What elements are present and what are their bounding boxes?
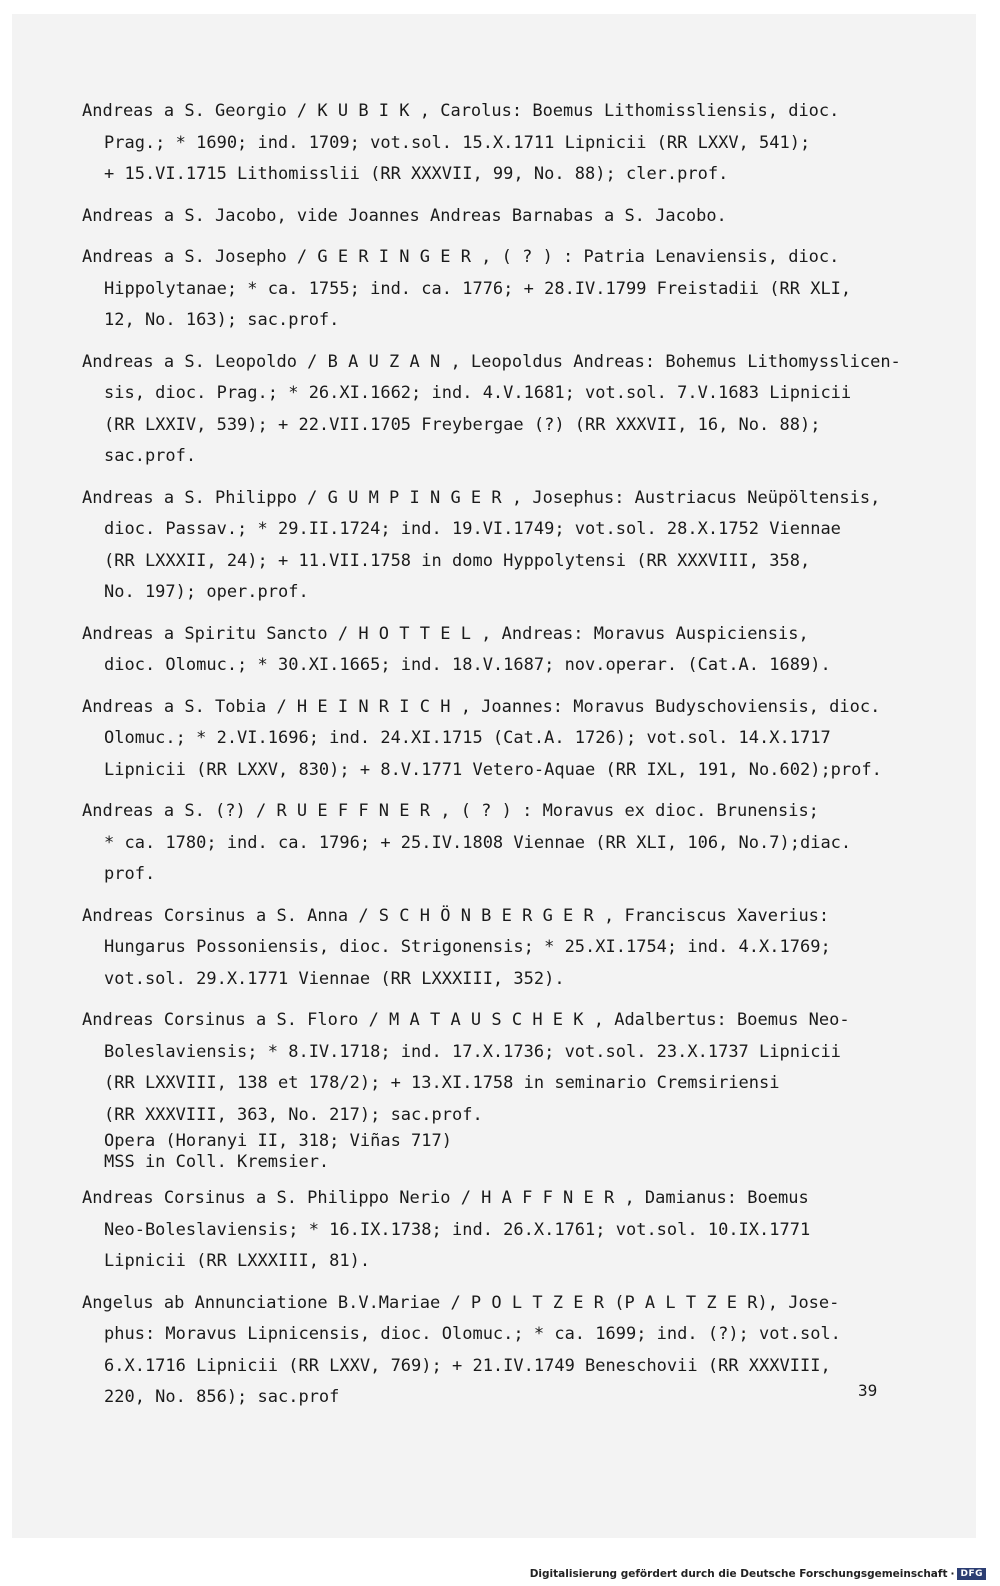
entry-line: dioc. Passav.; * 29.II.1724; ind. 19.VI.1749; vot.sol. 28.X.1752 Viennae [104,519,841,539]
entry-line: Prag.; * 1690; ind. 1709; vot.sol. 15.X.1711 Lipnicii (RR LXXV, 541); [104,132,811,153]
entry-note: Opera (Horanyi II, 318; Viñas 717) [104,1131,452,1151]
entry-line: 12, No. 163); sac.prof. [104,310,340,330]
entry-line: Lipnicii (RR LXXXIII, 81). [104,1251,371,1271]
entry-note: MSS in Coll. Kremsier. [104,1152,330,1172]
entry-line: Andreas Corsinus a S. Floro / M A T A U S C H E K , Adalbertus: Boemus Neo- [82,1010,850,1030]
entry-line: Andreas a S. Jacobo, vide Joannes Andreas Barnabas a S. Jacobo. [82,205,727,226]
entry-line: Hungarus Possoniensis, dioc. Strigonensis; * 25.XI.1754; ind. 4.X.1769; [104,937,831,957]
entry-line: Andreas a S. Philippo / G U M P I N G E R , Josephus: Austriacus Neüpöltensis, [82,487,881,508]
entry-andreas-tobia [82,692,912,787]
entry-line: dioc. Olomuc.; * 30.XI.1665; ind. 18.V.1687; nov.operar. (Cat.A. 1689). [104,655,831,675]
entry-andreas-corsinus-philippo-nerio [82,1183,912,1278]
entry-line: prof. [104,864,156,884]
entry-list [82,96,912,1424]
entry-line: Andreas Corsinus a S. Anna / S C H Ö N B E R G E R , Franciscus Xaverius: [82,905,830,926]
entry-line: 6.X.1716 Lipnicii (RR LXXV, 769); + 21.IV.1749 Beneschovii (RR XXXVIII, [104,1355,831,1376]
entry-line: Boleslaviensis; * 8.IV.1718; ind. 17.X.1736; vot.sol. 23.X.1737 Lipnicii [104,1041,841,1062]
entry-andreas-spiritu-sancto [82,619,912,682]
entry-andreas-georgio [82,96,912,191]
entry-andreas-rueffner [82,796,912,891]
entry-andreas-corsinus-anna [82,901,912,996]
entry-line: Andreas a S. Georgio / K U B I K , Carolus: Boemus Lithomissliensis, dioc. [82,101,840,121]
entry-andreas-jacobo [82,201,912,233]
entry-andreas-leopoldo [82,347,912,473]
footer-text: Digitalisierung gefördert durch die Deutsche Forschungsgemeinschaft [529,1568,948,1580]
entry-andreas-josepho [82,242,912,337]
entry-line: Neo-Boleslaviensis; * 16.IX.1738; ind. 26.X.1761; vot.sol. 10.IX.1771 [104,1219,811,1240]
entry-line: sis, dioc. Prag.; * 26.XI.1662; ind. 4.V.1681; vot.sol. 7.V.1683 Lipnicii [104,383,852,403]
entry-line: phus: Moravus Lipnicensis, dioc. Olomuc.; * ca. 1699; ind. (?); vot.sol. [104,1324,841,1344]
entry-line: Lipnicii (RR LXXV, 830); + 8.V.1771 Vetero-Aquae (RR IXL, 191, No.602);prof. [104,759,882,780]
entry-andreas-philippo [82,483,912,609]
entry-line: Andreas a S. (?) / R U E F F N E R , ( ? ) : Moravus ex dioc. Brunensis; [82,801,819,821]
entry-line: (RR XXXVIII, 363, No. 217); sac.prof. [104,1104,483,1125]
entry-line: (RR LXXVIII, 138 et 178/2); + 13.XI.1758 in seminario Cremsiriensi [104,1073,780,1093]
entry-line: (RR LXXXII, 24); + 11.VII.1758 in domo Hyppolytensi (RR XXXVIII, 358, [104,550,811,571]
dfg-logo-icon: DFG [957,1568,986,1580]
entry-line: Angelus ab Annunciatione B.V.Mariae / P O L T Z E R (P A L T Z E R), Jose- [82,1292,840,1313]
entry-line: Andreas Corsinus a S. Philippo Nerio / H A F F N E R , Damianus: Boemus [82,1188,809,1208]
entry-line: 220, No. 856); sac.prof [104,1387,340,1407]
entry-line: vot.sol. 29.X.1771 Viennae (RR LXXXIII, 352). [104,968,565,989]
page-number: 39 [858,1381,878,1400]
entry-line: * ca. 1780; ind. ca. 1796; + 25.IV.1808 Viennae (RR XLI, 106, No.7);diac. [104,832,852,853]
entry-line: Andreas a S. Tobia / H E I N R I C H , Joannes: Moravus Budyschoviensis, dioc. [82,696,881,717]
entry-line: Andreas a Spiritu Sancto / H O T T E L , Andreas: Moravus Auspiciensis, [82,623,809,644]
entry-line: + 15.VI.1715 Lithomisslii (RR XXXVII, 99, No. 88); cler.prof. [104,164,729,184]
entry-line: Hippolytanae; * ca. 1755; ind. ca. 1776; + 28.IV.1799 Freistadii (RR XLI, [104,278,852,299]
entry-line: Andreas a S. Leopoldo / B A U Z A N , Leopoldus Andreas: Bohemus Lithomysslicen- [82,351,901,372]
entry-line: sac.prof. [104,446,197,466]
funding-footer: Digitalisierung gefördert durch die Deutsche Forschungsgemeinschaft · DFG [530,1568,986,1580]
entry-line: (RR LXXIV, 539); + 22.VII.1705 Freybergae (?) (RR XXXVII, 16, No. 88); [104,414,821,435]
entry-line: No. 197); oper.prof. [104,582,309,602]
entry-line: Olomuc.; * 2.VI.1696; ind. 24.XI.1715 (Cat.A. 1726); vot.sol. 14.X.1717 [104,728,831,748]
entry-line: Andreas a S. Josepho / G E R I N G E R , ( ? ) : Patria Lenaviensis, dioc. [82,247,840,267]
entry-andreas-corsinus-floro [82,1005,912,1173]
entry-angelus-annunciatione [82,1288,912,1414]
